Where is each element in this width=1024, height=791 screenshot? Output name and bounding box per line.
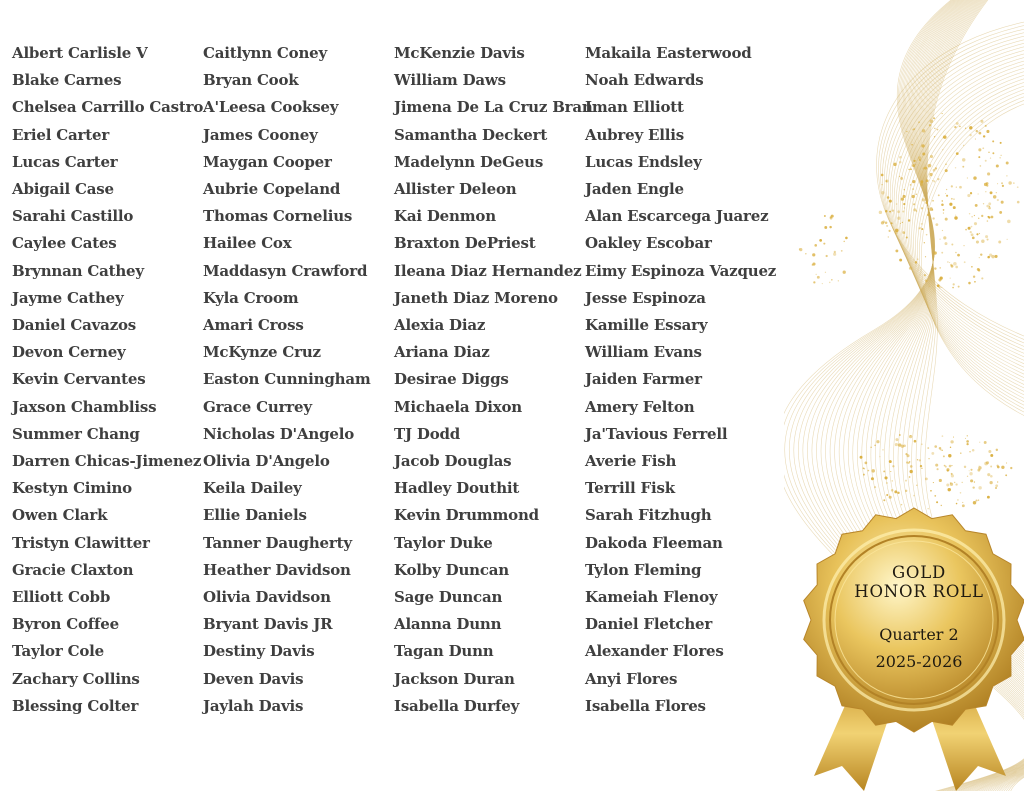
student-name: Jimena De La Cruz Bran — [394, 98, 593, 117]
student-name: Dakoda Fleeman — [585, 533, 723, 552]
student-name: Jesse Espinoza — [585, 288, 706, 307]
student-name: Jackson Duran — [394, 669, 515, 688]
student-name: Tagan Dunn — [394, 642, 494, 661]
student-name: Daniel Cavazos — [12, 316, 137, 335]
badge-title-line1: GOLD — [891, 563, 947, 582]
student-name: Desirae Diggs — [394, 370, 509, 389]
student-name: Alexia Diaz — [394, 316, 486, 335]
student-name: Devon Cerney — [12, 343, 126, 362]
student-name: Eriel Carter — [12, 125, 110, 144]
student-name: Tylon Fleming — [585, 560, 702, 579]
badge-year: 2025-2026 — [875, 652, 963, 671]
student-name: Maddasyn Crawford — [203, 261, 368, 280]
student-name: Elliott Cobb — [12, 588, 111, 607]
student-name: Jaxson Chambliss — [12, 397, 157, 416]
student-name: Aubrie Copeland — [203, 180, 341, 199]
badge-title-line2: HONOR ROLL — [854, 582, 984, 601]
student-name: Allister Deleon — [394, 180, 517, 199]
student-name: Jayme Cathey — [12, 288, 124, 307]
student-name: Olivia Davidson — [203, 588, 331, 607]
student-name: Amari Cross — [203, 316, 304, 335]
student-name: Daniel Fletcher — [585, 615, 713, 634]
student-name: William Evans — [585, 343, 702, 362]
student-name: William Daws — [394, 71, 506, 90]
student-name: Isabella Durfey — [394, 696, 520, 715]
student-name: Alan Escarcega Juarez — [585, 207, 769, 226]
student-name: Taylor Duke — [394, 533, 493, 552]
student-name: Hailee Cox — [203, 234, 292, 253]
student-name: Nicholas D'Angelo — [203, 424, 355, 443]
student-name: Blake Carnes — [12, 71, 122, 90]
student-name: Sarahi Castillo — [12, 207, 134, 226]
student-name: Bryan Cook — [203, 71, 299, 90]
student-name: Michaela Dixon — [394, 397, 523, 416]
badge-title — [845, 563, 993, 601]
student-name: Kameiah Flenoy — [585, 588, 718, 607]
student-name: Ja'Tavious Ferrell — [585, 424, 728, 443]
student-name: Caitlynn Coney — [203, 44, 328, 62]
student-name: Blessing Colter — [12, 696, 139, 715]
name-column — [12, 40, 203, 720]
student-name: Tristyn Clawitter — [12, 533, 150, 552]
student-name: Averie Fish — [585, 452, 677, 471]
student-name: Ariana Diaz — [394, 343, 490, 362]
student-name: Heather Davidson — [203, 560, 351, 579]
student-name: Madelynn DeGeus — [394, 152, 544, 171]
student-name: Isabella Flores — [585, 696, 706, 715]
student-name: Olivia D'Angelo — [203, 452, 330, 471]
student-name: Sage Duncan — [394, 588, 503, 607]
student-name: Samantha Deckert — [394, 125, 548, 144]
student-name: Lucas Carter — [12, 152, 118, 171]
student-name: Lucas Endsley — [585, 152, 702, 171]
student-name: Jaden Engle — [585, 180, 684, 199]
student-name: Keila Dailey — [203, 479, 302, 498]
student-name: Taylor Cole — [12, 642, 104, 661]
student-name: Albert Carlisle V — [12, 44, 148, 62]
student-name: Owen Clark — [12, 506, 108, 525]
student-name: Aubrey Ellis — [585, 125, 684, 144]
name-column — [585, 40, 776, 720]
student-name: Noah Edwards — [585, 71, 704, 90]
student-name: Kestyn Cimino — [12, 479, 132, 498]
student-name: Ileana Diaz Hernandez — [394, 261, 582, 280]
name-column — [394, 40, 593, 720]
student-name: Jacob Douglas — [394, 452, 512, 471]
student-name: Kolby Duncan — [394, 560, 510, 579]
student-name: Janeth Diaz Moreno — [394, 288, 558, 307]
student-name: McKynze Cruz — [203, 343, 321, 362]
student-name: Iman Elliott — [585, 98, 684, 117]
student-name: Abigail Case — [12, 180, 114, 199]
student-name: Bryant Davis JR — [203, 615, 333, 634]
student-name: Zachary Collins — [12, 669, 140, 688]
student-name: Thomas Cornelius — [203, 207, 353, 226]
honor-roll-name-list — [12, 40, 776, 720]
student-name: Alanna Dunn — [394, 615, 502, 634]
name-column — [203, 40, 394, 720]
student-name: James Cooney — [203, 125, 318, 144]
student-name: Gracie Claxton — [12, 560, 134, 579]
student-name: Destiny Davis — [203, 642, 315, 661]
student-name: Ellie Daniels — [203, 506, 307, 525]
student-name: Maygan Cooper — [203, 152, 332, 171]
student-name: Oakley Escobar — [585, 234, 712, 253]
student-name: Tanner Daugherty — [203, 533, 352, 552]
student-name: Kai Denmon — [394, 207, 496, 226]
student-name: Darren Chicas-Jimenez — [12, 452, 202, 471]
student-name: Grace Currey — [203, 397, 312, 416]
student-name: Chelsea Carrillo Castro — [12, 98, 204, 117]
student-name: Caylee Cates — [12, 234, 117, 253]
student-name: Alexander Flores — [585, 642, 724, 661]
student-name: Kevin Cervantes — [12, 370, 146, 389]
student-name: Easton Cunningham — [203, 370, 371, 389]
student-name: Brynnan Cathey — [12, 261, 144, 280]
student-name: Braxton DePriest — [394, 234, 536, 253]
student-name: Jaylah Davis — [203, 696, 304, 715]
student-name: Makaila Easterwood — [585, 44, 752, 62]
student-name: Summer Chang — [12, 424, 140, 443]
student-name: A'Leesa Cooksey — [203, 98, 339, 117]
badge-quarter: Quarter 2 — [879, 625, 959, 644]
student-name: Hadley Douthit — [394, 479, 520, 498]
student-name: Amery Felton — [585, 397, 695, 416]
student-name: Terrill Fisk — [585, 479, 675, 498]
student-name: Kevin Drummond — [394, 506, 539, 525]
student-name: Jaiden Farmer — [585, 370, 702, 389]
student-name: Byron Coffee — [12, 615, 119, 634]
student-name: Eimy Espinoza Vazquez — [585, 261, 777, 280]
student-name: Kyla Croom — [203, 288, 299, 307]
student-name: Anyi Flores — [585, 669, 678, 688]
student-name: Sarah Fitzhugh — [585, 506, 712, 525]
student-name: McKenzie Davis — [394, 44, 525, 62]
student-name: TJ Dodd — [394, 424, 461, 443]
student-name: Deven Davis — [203, 669, 304, 688]
student-name: Kamille Essary — [585, 316, 708, 335]
